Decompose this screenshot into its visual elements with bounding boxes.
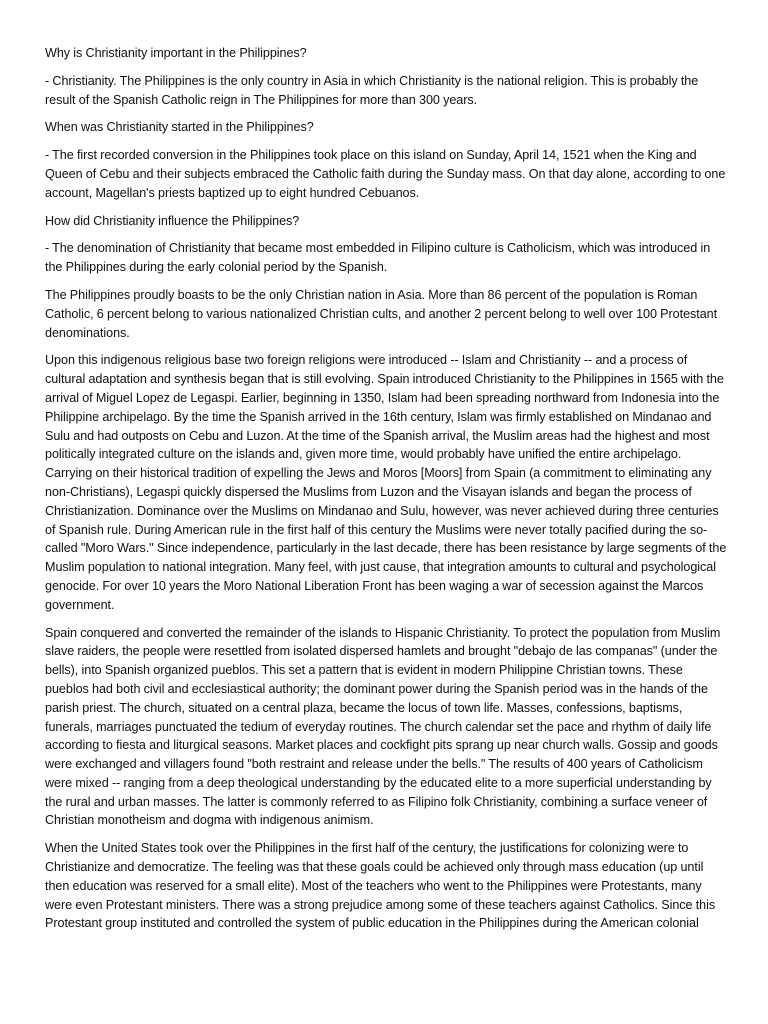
document-body <box>45 44 727 942</box>
paragraph-christian-nation: The Philippines proudly boasts to be the only Christian nation in Asia. More than 86 percent of the population is Roman Catholic, 6 percent belong to various nationalized Christian cults, and another 2 percent belong to well over 100 Protestant denominations. <box>45 287 718 340</box>
paragraph-spanish-conquest: Spain conquered and converted the remainder of the islands to Hispanic Christianity. To protect the population from Muslim slave raiders, the people were resettled from isolated dispersed hamlets and brought "debajo de las companas" (under the bells), into Spanish organized pueblos. This set a pattern that is evident in modern Philippine Christian towns. These pueblos had both civil and ecclesiastical authority; the dominant power during the Spanish period was in the hands of the parish priest. The church, situated on a central plaza, became the locus of town life. Masses, confessions, baptisms, funerals, marriages punctuated the tedium of everyday routines. The church calendar set the pace and rhythm of daily life according to fiesta and liturgical seasons. Market places and cockfight pits sprang up near church walls. Gossip and goods were exchanged and villagers found "both restraint and release under the bells." The results of 400 years of Catholicism were mixed -- ranging from a deep theological understanding by the educated elite to a more superficial understanding by the rural and urban masses. The latter is commonly referred to as Filipino folk Christianity, combining a surface veneer of Christian monotheism and dogma with indigenous animism. <box>45 625 721 828</box>
answer-when-started: - The first recorded conversion in the Philippines took place on this island on Sunday, April 14, 1521 when the King and Queen of Cebu and their subjects embraced the Catholic faith during the Sunday mass. On that day alone, according to one account, Magellan's priests baptized up to eight hundred Cebuanos. <box>45 148 726 200</box>
paragraph-foreign-religions: Upon this indigenous religious base two foreign religions were introduced -- Islam and Christianity -- and a process of cultural adaptation and synthesis began that is still evolving. Spain introduced Christianity to the Philippines in 1565 with the arrival of Miguel Lopez de Legaspi. Earlier, beginning in 1350, Islam had been spreading northward from Indonesia into the Philippine archipelago. By the time the Spanish arrived in the 16th century, Islam was firmly established on Mindanao and Sulu and had outposts on Cebu and Luzon. At the time of the Spanish arrival, the Muslim areas had the highest and most politically integrated culture on the islands and, given more time, would probably have unified the entire archipelago. Carrying on their historical tradition of expelling the Jews and Moros [Moors] from Spain (a commitment to eliminating any non-Christians), Legaspi quickly dispersed the Muslims from Luzon and the Visayan islands and began the process of Christianization. Dominance over the Muslims on Mindanao and Sulu, however, was never achieved during three centuries of Spanish rule. During American rule in the first half of this century the Muslims were never totally pacified during the so-called "Moro Wars." Since independence, particularly in the last decade, there has been resistance by large segments of the Muslim population to national integration. Many feel, with just cause, that integration amounts to cultural and psychological genocide. For over 10 years the Moro National Liberation Front has been waging a war of secession against the Marcos government. <box>45 353 727 612</box>
paragraph-american-period: When the United States took over the Philippines in the first half of the century, the justifications for colonizing were to Christianize and democratize. The feeling was that these goals could be achieved only through mass education (up until then education was reserved for a small elite). Most of the teachers who went to the Philippines were Protestants, many were even Protestant ministers. There was a strong prejudice among some of these teachers against Catholics. Since this Protestant group instituted and controlled the system of public education in the Philippines during the American colonial <box>45 841 716 931</box>
question-when-started: When was Christianity started in the Philippines? <box>45 120 314 135</box>
answer-why-important: - Christianity. The Philippines is the only country in Asia in which Christianity is the national religion. This is probably the result of the Spanish Catholic reign in The Philippines for more than 300 years. <box>45 73 699 107</box>
question-why-important: Why is Christianity important in the Philippines? <box>45 46 307 60</box>
question-how-influence: How did Christianity influence the Philippines? <box>45 213 300 228</box>
answer-how-influence: - The denomination of Christianity that became most embedded in Filipino culture is Catholicism, which was introduced in the Philippines during the early colonial period by the Spanish. <box>45 241 711 275</box>
